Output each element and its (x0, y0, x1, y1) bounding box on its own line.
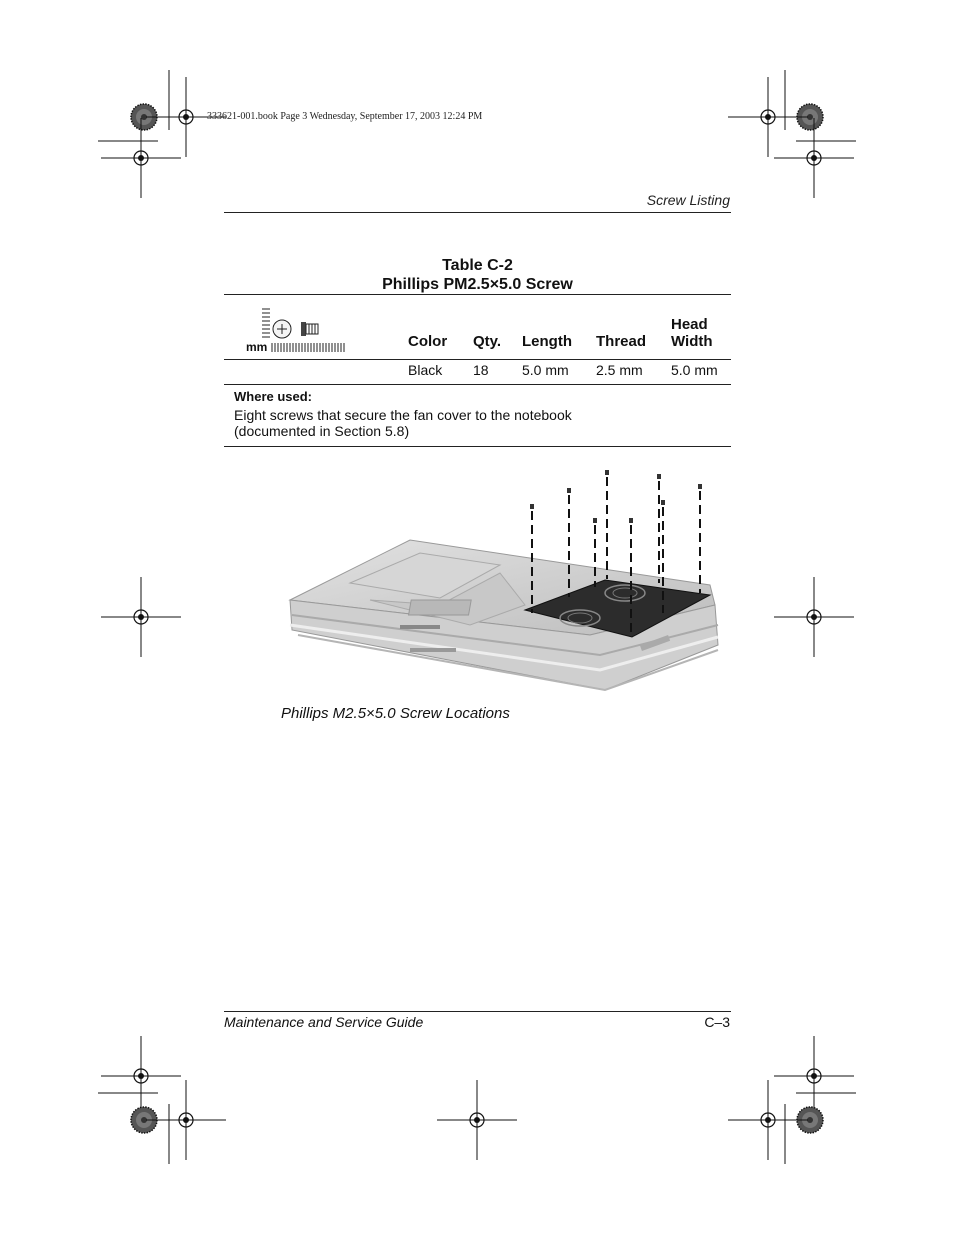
cell-head-width: 5.0 mm (671, 362, 718, 378)
where-used-text (234, 407, 654, 439)
footer-rule (224, 1011, 731, 1012)
header-head-width (671, 316, 713, 350)
cell-thread: 2.5 mm (596, 362, 643, 378)
header-divider (224, 359, 731, 360)
cell-color: Black (408, 362, 443, 378)
table-caption (224, 256, 731, 294)
table-top-rule (224, 294, 731, 295)
page-number: C–3 (704, 1014, 730, 1030)
where-used-label: Where used: (234, 389, 313, 404)
header-head-width-line1: Head (671, 316, 708, 333)
table-bottom-rule (224, 446, 731, 447)
footer-title: Maintenance and Service Guide (224, 1014, 424, 1030)
table-number: Table C-2 (442, 257, 513, 274)
header-qty: Qty. (473, 333, 502, 350)
where-used-line1: Eight screws that secure the fan cover to the notebook (234, 407, 572, 423)
running-head: Screw Listing (646, 192, 730, 208)
cell-length: 5.0 mm (522, 362, 569, 378)
header-rule (224, 212, 731, 213)
cell-qty: 18 (473, 362, 489, 378)
header-head-width-line2: Width (671, 333, 713, 350)
where-used-line2: (documented in Section 5.8) (234, 423, 410, 439)
table-title: Phillips PM2.5×5.0 Screw (382, 276, 573, 293)
header-thread: Thread (596, 333, 647, 350)
figure-caption: Phillips M2.5×5.0 Screw Locations (281, 705, 510, 722)
header-length: Length (522, 333, 572, 350)
row-divider (224, 384, 731, 385)
header-color: Color (408, 333, 448, 350)
notebook-bottom-illustration (270, 465, 730, 705)
scale-unit-label: mm (246, 340, 268, 354)
print-slug: 333621-001.book Page 3 Wednesday, September 17, 2003 12:24 PM (207, 111, 483, 122)
